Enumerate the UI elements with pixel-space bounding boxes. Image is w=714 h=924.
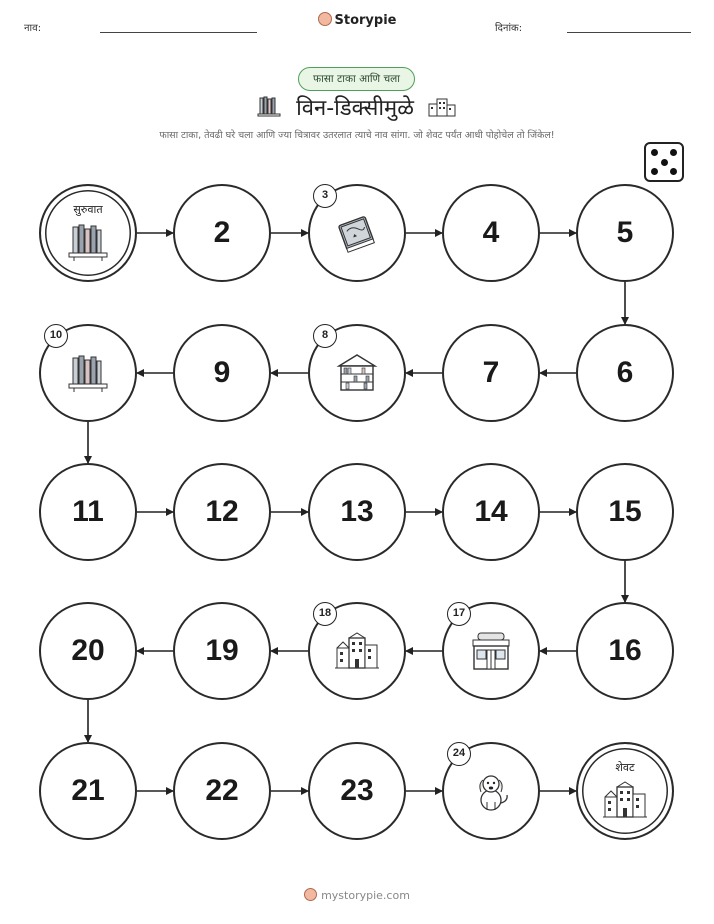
date-label: दिनांक: bbox=[495, 23, 523, 34]
board-cell-12[interactable] bbox=[173, 463, 271, 561]
cell-number: 6 bbox=[616, 356, 634, 389]
storypie-logo-icon bbox=[304, 888, 317, 901]
cell-number: 7 bbox=[482, 356, 500, 389]
board-cell-16[interactable] bbox=[576, 602, 674, 700]
book-icon bbox=[334, 212, 380, 254]
town-icon bbox=[602, 779, 648, 821]
board-cell-2[interactable] bbox=[173, 184, 271, 282]
cell-number: 20 bbox=[71, 634, 105, 667]
cell-number: 23 bbox=[340, 774, 374, 807]
cell-number: 16 bbox=[608, 634, 642, 667]
board-cell-11[interactable] bbox=[39, 463, 137, 561]
bookshelf-icon bbox=[65, 221, 111, 263]
cell-number-badge: 24 bbox=[447, 742, 471, 766]
cell-number-badge: 3 bbox=[313, 184, 337, 208]
board-cell-13[interactable] bbox=[308, 463, 406, 561]
board-cell-15[interactable] bbox=[576, 463, 674, 561]
cell-label: शेवट bbox=[615, 761, 635, 774]
board-cell-3[interactable] bbox=[308, 184, 406, 282]
name-label: नाव: bbox=[24, 23, 42, 34]
library-icon bbox=[334, 352, 380, 394]
activity-pill: फासा टाका आणि चला bbox=[298, 67, 415, 91]
cell-number: 4 bbox=[482, 216, 500, 249]
board-cell-10[interactable] bbox=[39, 324, 137, 422]
cell-number-badge: 10 bbox=[44, 324, 68, 348]
cell-number: 13 bbox=[340, 495, 374, 528]
cell-number: 19 bbox=[205, 634, 239, 667]
footer bbox=[0, 888, 714, 902]
footer-url[interactable]: mystorypie.com bbox=[321, 889, 410, 902]
page-title: विन-डिक्सीमुळे bbox=[296, 96, 414, 121]
board-cell-14[interactable] bbox=[442, 463, 540, 561]
cell-number: 12 bbox=[205, 495, 239, 528]
board-cell-24[interactable] bbox=[442, 742, 540, 840]
cell-number: 21 bbox=[71, 774, 105, 807]
dog-icon bbox=[468, 770, 514, 812]
board-cell-8[interactable] bbox=[308, 324, 406, 422]
brand-name: Storypie bbox=[334, 13, 397, 28]
cell-label: सुरुवात bbox=[73, 203, 103, 216]
cell-number-badge: 8 bbox=[313, 324, 337, 348]
cell-number: 5 bbox=[616, 216, 634, 249]
town-icon bbox=[334, 630, 380, 672]
cell-number: 22 bbox=[205, 774, 239, 807]
board-cell-19[interactable] bbox=[173, 602, 271, 700]
instructions: फासा टाका, तेवढी घरे चला आणि ज्या चित्रावर उतरलात त्याचे नाव सांगा. जो शेवट पर्यंत आधी पोहोचेल तो जिंकेल! bbox=[159, 130, 555, 141]
board-cell-23[interactable] bbox=[308, 742, 406, 840]
board-cell-20[interactable] bbox=[39, 602, 137, 700]
board-cell-7[interactable] bbox=[442, 324, 540, 422]
cell-number-badge: 17 bbox=[447, 602, 471, 626]
board-cell-9[interactable] bbox=[173, 324, 271, 422]
cell-number: 2 bbox=[213, 216, 231, 249]
board-cell-21[interactable] bbox=[39, 742, 137, 840]
board-cell-18[interactable] bbox=[308, 602, 406, 700]
store-icon bbox=[468, 630, 514, 672]
board-cell-6[interactable] bbox=[576, 324, 674, 422]
cell-number: 11 bbox=[72, 495, 104, 528]
cell-number-badge: 18 bbox=[313, 602, 337, 626]
board-cell-22[interactable] bbox=[173, 742, 271, 840]
bookshelf-icon bbox=[65, 352, 111, 394]
board-cell-5[interactable] bbox=[576, 184, 674, 282]
cell-number: 14 bbox=[474, 495, 508, 528]
cell-number: 15 bbox=[608, 495, 642, 528]
cell-number: 9 bbox=[213, 356, 231, 389]
board-cell-25[interactable] bbox=[576, 742, 674, 840]
board-cell-1[interactable] bbox=[39, 184, 137, 282]
board-cell-4[interactable] bbox=[442, 184, 540, 282]
board-cell-17[interactable] bbox=[442, 602, 540, 700]
